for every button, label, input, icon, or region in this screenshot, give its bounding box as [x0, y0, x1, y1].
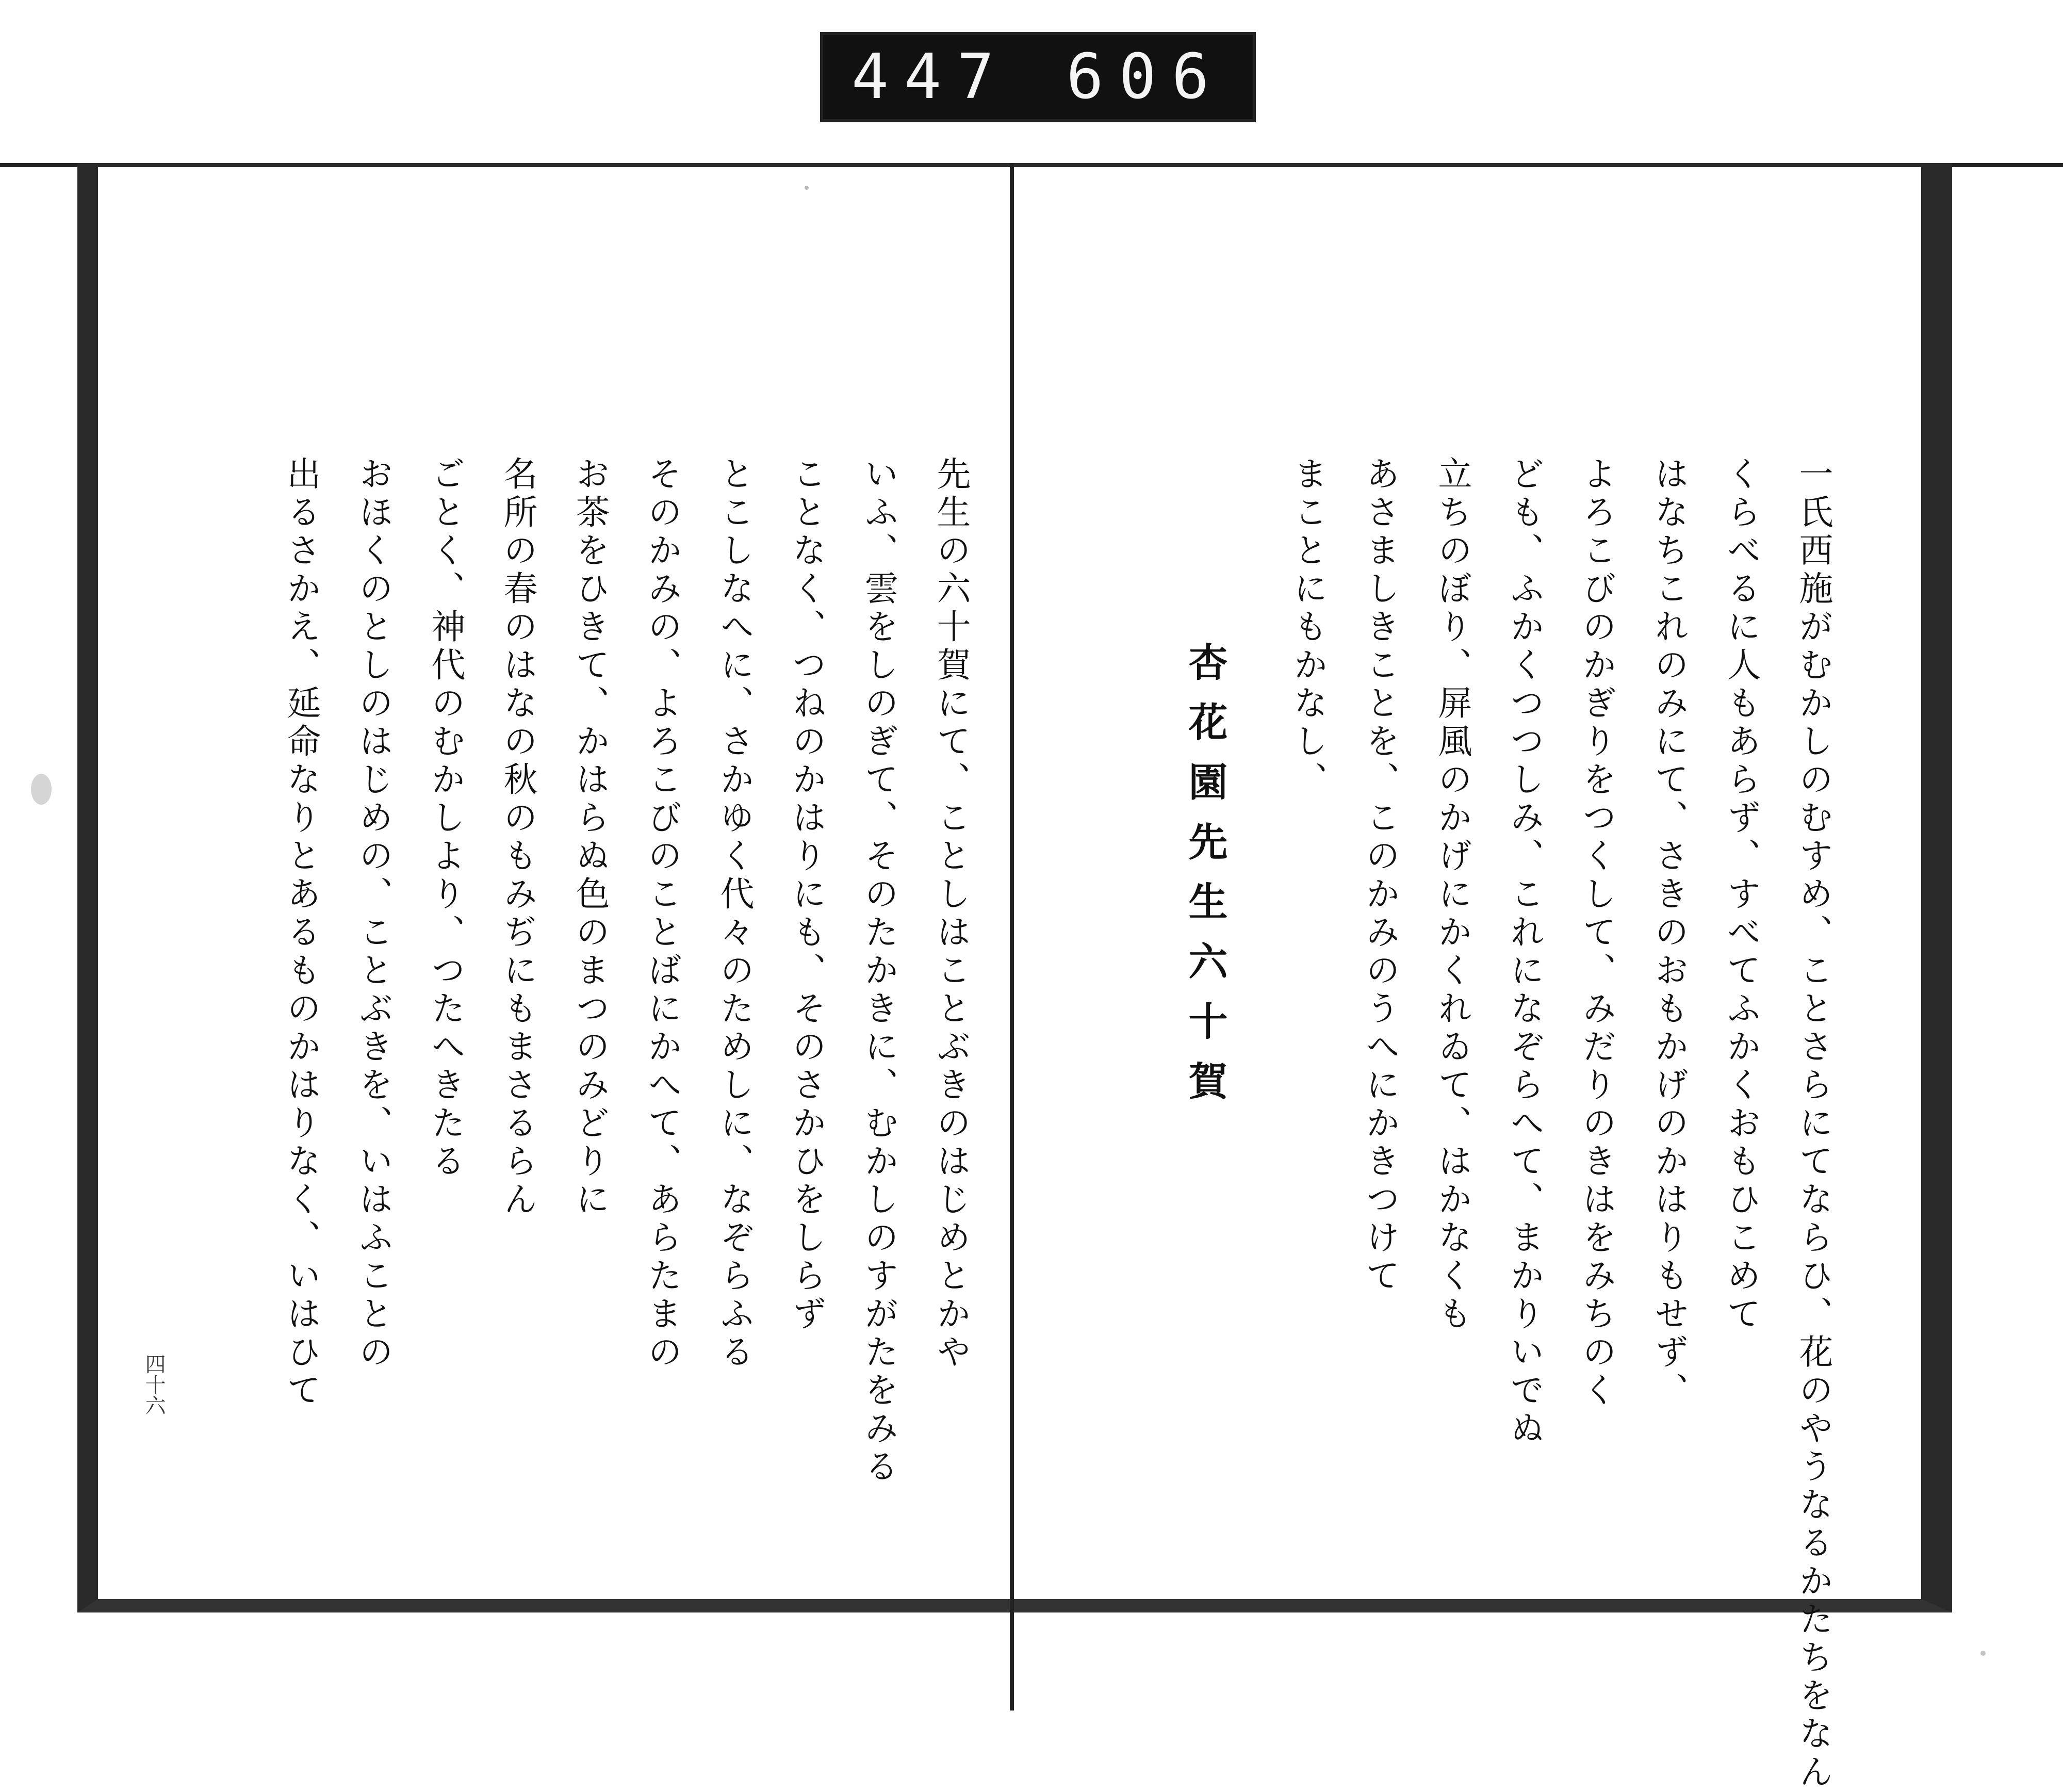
- right-col-6: 立ちのぼり、屏風のかげにかくれゐて、はかなくも: [1432, 456, 1472, 1334]
- right-col-4: よろこびのかぎりをつくして、みだりのきはをみちのく: [1577, 456, 1616, 1410]
- left-col-4: とこしなへに、さかゆく代々のためしに、なぞらふる: [714, 456, 754, 1372]
- left-col-2: いふ、雲をしのぎて、そのたかきに、むかしのすがたをみる: [859, 456, 898, 1487]
- right-col-7: あさましきことを、このかみのうへにかきつけて: [1360, 456, 1400, 1296]
- left-page: [77, 163, 1012, 1612]
- frame-number-left: 447: [851, 41, 1010, 113]
- frame-number-right: 606: [1066, 41, 1225, 113]
- right-col-5: ども、ふかくつつしみ、これになぞらへて、まかりいでぬ: [1504, 456, 1544, 1448]
- left-col-5: そのかみの、よろこびのことばにかへて、あらたまの: [642, 456, 682, 1372]
- right-page: [1012, 163, 1952, 1792]
- frame-number-label: [820, 32, 1256, 122]
- scan-speck: [31, 774, 52, 805]
- left-col-1: 先生の六十賀にて、ことしはことぶきのはじめとかや: [931, 456, 971, 1372]
- scan-speck: [1980, 1651, 1986, 1656]
- scan-speck: [805, 186, 809, 190]
- left-col-3: ことなく、つねのかはりにも、そのさかひをしらず: [787, 456, 826, 1334]
- section-title: 杏花園先生六十賀: [1182, 642, 1228, 1120]
- left-col-9: おほくのとしのはじめの、ことぶきを、いはふことの: [353, 456, 393, 1372]
- right-col-3: はなちこれのみにて、さきのおもかげのかはりもせず、: [1649, 456, 1689, 1410]
- left-col-8: ごとく、神代のむかしより、つたへきたる: [425, 456, 465, 1181]
- right-col-1: 一氏西施がむかしのむすめ、ことさらにてならひ、花のやうなるかたちをなん: [1793, 456, 1833, 1792]
- left-col-7: 名所の春のはなの秋のもみぢにもまさるらん: [498, 456, 537, 1219]
- left-col-10: 出るさかえ、延命なりとあるものかはりなく、いはひて: [281, 456, 321, 1410]
- page-folio: 四十六: [142, 1354, 166, 1415]
- right-col-8: まことにもかなし、: [1288, 456, 1328, 800]
- book-gutter: [1010, 163, 1014, 1710]
- book-spread: [77, 163, 1952, 1792]
- left-col-6: お茶をひきて、かはらぬ色のまつのみどりに: [570, 456, 610, 1219]
- right-col-2: くらべるに人もあらず、すべてふかくおもひこめて: [1721, 456, 1761, 1334]
